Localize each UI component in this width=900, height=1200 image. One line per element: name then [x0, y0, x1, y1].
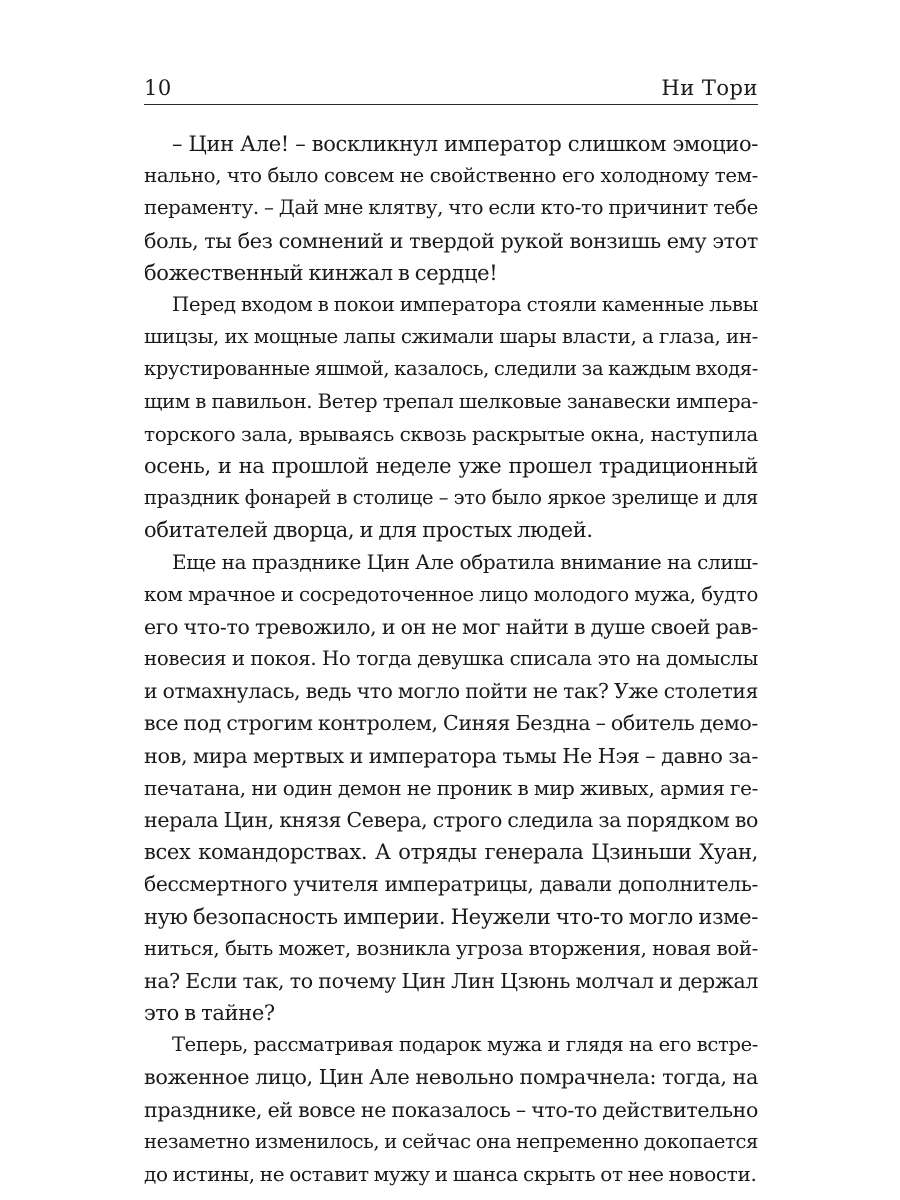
- paragraph: [144, 289, 758, 547]
- text-line: крустированные яшмой, казалось, следили за каждым входя-: [144, 357, 758, 381]
- running-head-author: Ни Тори: [661, 76, 758, 100]
- text-line: шицзы, их мощные лапы сжимали шары власти, а глаза, ин-: [144, 325, 758, 349]
- text-line: щим в павильон. Ветер трепал шелковые занавески импера-: [144, 389, 758, 413]
- text-line: боль, ты без сомнений и твердой рукой вонзишь ему этот: [144, 228, 758, 253]
- text-line: это в тайне?: [144, 1001, 275, 1026]
- text-line: новесия и покоя. Но тогда девушка списала это на домыслы: [144, 647, 758, 670]
- paragraph: [144, 1029, 758, 1190]
- text-line: нально, что было совсем не свойственно его холодному тем-: [144, 164, 758, 188]
- text-line: нов, мира мертвых и императора тьмы Не Нэя – давно за-: [144, 743, 758, 768]
- text-line: ную безопасность империи. Неужели что-то могло изме-: [144, 904, 758, 929]
- text-line: незаметно изменилось, и сейчас она непременно докопается: [144, 1129, 758, 1153]
- text-line: до истины, не оставит мужу и шанса скрыть от нее новости.: [144, 1162, 757, 1186]
- text-line: празднике, ей вовсе не показалось – что-то действительно: [144, 1097, 758, 1122]
- text-line: осень, и на прошлой неделе уже прошел традиционный: [144, 453, 758, 478]
- paragraph: [144, 128, 758, 289]
- text-line: божественный кинжал в сердце!: [144, 260, 498, 285]
- text-line: Еще на празднике Цин Але обратила внимание на слиш-: [172, 550, 758, 575]
- text-line: и отмахнулась, ведь что могло пойти не так? Уже столетия: [144, 679, 758, 704]
- page-number: 10: [144, 76, 172, 100]
- running-head: [144, 66, 758, 100]
- text-line: бессмертного учителя императрицы, давали дополнитель-: [144, 872, 758, 897]
- text-line: праздник фонарей в столице – это было яркое зрелище и для: [144, 486, 758, 510]
- text-line: торского зала, врываясь сквозь раскрытые окна, наступила: [144, 421, 758, 446]
- text-line: его что-то тревожило, и он не мог найти в душе своей рав-: [144, 614, 758, 639]
- text-line: обитателей дворца, и для простых людей.: [144, 518, 593, 543]
- text-line: Перед входом в покои императора стояли каменные львы: [172, 292, 758, 316]
- text-line: пераменту. – Дай мне клятву, что если кто-то причинит тебе: [144, 196, 758, 220]
- text-line: ниться, быть может, возникла угроза вторжения, новая вой-: [144, 936, 758, 960]
- body-text: [144, 128, 758, 1190]
- text-line: нерала Цин, князя Севера, строго следила за порядком во: [144, 807, 758, 832]
- text-line: всех командорствах. А отряды генерала Цзиньши Хуан,: [144, 840, 758, 865]
- text-line: Теперь, рассматривая подарок мужа и глядя на его встре-: [172, 1033, 758, 1057]
- text-line: – Цин Але! – воскликнул император слишком эмоцио-: [172, 132, 758, 156]
- text-line: печатана, ни один демон не проник в мир живых, армия ге-: [144, 775, 758, 800]
- text-line: на? Если так, то почему Цин Лин Цзюнь молчал и держал: [144, 968, 758, 993]
- text-line: все под строгим контролем, Синяя Бездна – обитель демо-: [144, 711, 758, 736]
- text-line: ком мрачное и сосредоточенное лицо молодого мужа, будто: [144, 582, 758, 606]
- paragraph: [144, 546, 758, 1029]
- header-rule: [144, 104, 758, 105]
- text-line: воженное лицо, Цин Але невольно помрачнела: тогда, на: [144, 1065, 758, 1090]
